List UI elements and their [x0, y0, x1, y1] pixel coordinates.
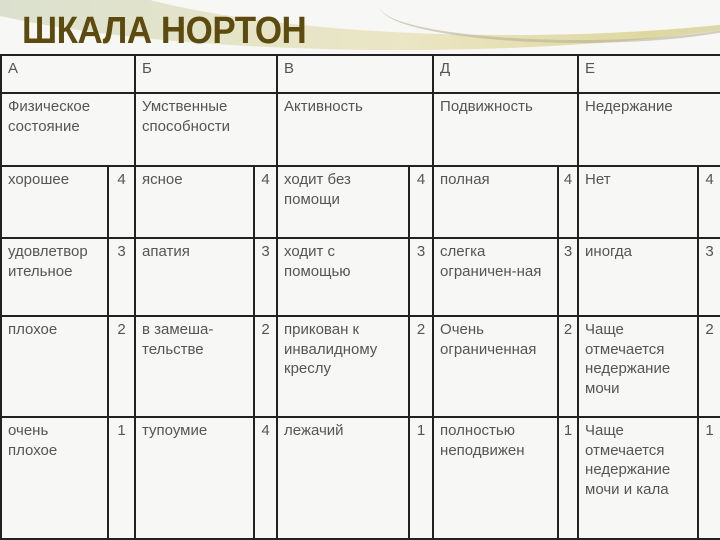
- letter-cell: А: [1, 55, 135, 93]
- score-cell: 2: [108, 316, 135, 417]
- category-cell: Подвижность: [433, 93, 578, 166]
- description-cell: Очень ограниченная: [433, 316, 558, 417]
- description-cell: полная: [433, 166, 558, 238]
- letter-row: [1, 55, 720, 93]
- score-cell: 2: [254, 316, 277, 417]
- description-cell: в замеша-тельстве: [135, 316, 254, 417]
- score-cell: 1: [558, 417, 578, 539]
- score-cell: 1: [409, 417, 433, 539]
- description-cell: ходит с помощью: [277, 238, 409, 316]
- description-cell: удовлетвор ительное: [1, 238, 108, 316]
- description-cell: хорошее: [1, 166, 108, 238]
- category-cell: Физическое состояние: [1, 93, 135, 166]
- score-cell: 2: [558, 316, 578, 417]
- description-cell: очень плохое: [1, 417, 108, 539]
- table-row: [1, 417, 720, 539]
- description-cell: ходит без помощи: [277, 166, 409, 238]
- category-cell: Недержание: [578, 93, 720, 166]
- score-cell: 4: [698, 166, 720, 238]
- category-cell: Умственные способности: [135, 93, 277, 166]
- description-cell: лежачий: [277, 417, 409, 539]
- description-cell: Нет: [578, 166, 698, 238]
- description-cell: Чаще отмечается недержание мочи и кала: [578, 417, 698, 539]
- description-cell: плохое: [1, 316, 108, 417]
- score-cell: 4: [254, 166, 277, 238]
- score-cell: 1: [698, 417, 720, 539]
- table-row: [1, 166, 720, 238]
- description-cell: Чаще отмечается недержание мочи: [578, 316, 698, 417]
- score-cell: 3: [254, 238, 277, 316]
- norton-scale-table: [0, 54, 720, 540]
- score-cell: 4: [409, 166, 433, 238]
- score-cell: 1: [108, 417, 135, 539]
- score-cell: 3: [409, 238, 433, 316]
- score-cell: 4: [254, 417, 277, 539]
- letter-cell: Е: [578, 55, 720, 93]
- table-row: [1, 316, 720, 417]
- description-cell: слегка ограничен-ная: [433, 238, 558, 316]
- score-cell: 4: [558, 166, 578, 238]
- description-cell: иногда: [578, 238, 698, 316]
- description-cell: прикован к инвалидному креслу: [277, 316, 409, 417]
- letter-cell: В: [277, 55, 433, 93]
- letter-cell: Б: [135, 55, 277, 93]
- page-title: ШКАЛА НОРТОН: [22, 10, 307, 52]
- description-cell: полностью неподвижен: [433, 417, 558, 539]
- description-cell: ясное: [135, 166, 254, 238]
- table-row: [1, 238, 720, 316]
- description-cell: тупоумие: [135, 417, 254, 539]
- score-cell: 3: [698, 238, 720, 316]
- category-cell: Активность: [277, 93, 433, 166]
- score-cell: 3: [558, 238, 578, 316]
- letter-cell: Д: [433, 55, 578, 93]
- score-cell: 3: [108, 238, 135, 316]
- score-cell: 2: [698, 316, 720, 417]
- score-cell: 4: [108, 166, 135, 238]
- category-row: [1, 93, 720, 166]
- description-cell: апатия: [135, 238, 254, 316]
- score-cell: 2: [409, 316, 433, 417]
